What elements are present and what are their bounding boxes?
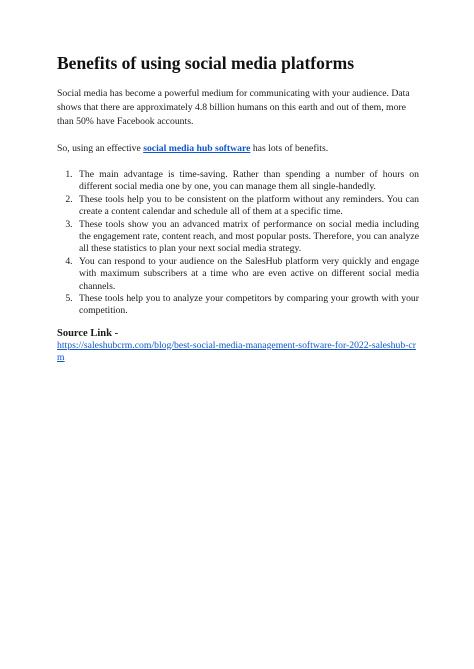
source-link-label: Source Link -	[57, 327, 119, 339]
source-url-link[interactable]: https://saleshubcrm.com/blog/best-social-media-management-software-for-2022-saleshub-crm	[57, 339, 416, 364]
document-page	[57, 52, 419, 365]
lead-prefix: So, using an effective	[57, 143, 144, 154]
lead-suffix: has lots of benefits.	[250, 143, 329, 154]
benefits-list	[57, 169, 419, 318]
list-item: 2. These tools help you to be consistent on the platform without any reminders. You can create a content calendar and schedule all of them at a specific time.	[75, 194, 419, 219]
list-item: 3. These tools show you an advanced matrix of performance on social media including the engagement rate, content reach, and most popular posts. Therefore, you can analyze all these statistics to plan your next social media strategy.	[75, 219, 419, 256]
lead-paragraph	[57, 142, 419, 156]
list-item: 1. The main advantage is time-saving. Rather than spending a number of hours on different social media one by one, you can manage them all single-handedly.	[75, 169, 419, 194]
social-media-hub-software-link[interactable]: social media hub software	[143, 143, 251, 154]
list-item: 4. You can respond to your audience on the SalesHub platform very quickly and engage with maximum subscribers at a time who are even active on different social media channels.	[75, 256, 419, 293]
page-title: Benefits of using social media platforms	[57, 53, 355, 73]
list-item: 5. These tools help you to analyze your competitors by comparing your growth with your competition.	[75, 293, 419, 318]
intro-paragraph: Social media has become a powerful medium for communicating with your audience. Data shows that there are approximately 4.8 billion humans on this earth and out of them, more than 50% have Facebook accounts.	[57, 88, 410, 127]
